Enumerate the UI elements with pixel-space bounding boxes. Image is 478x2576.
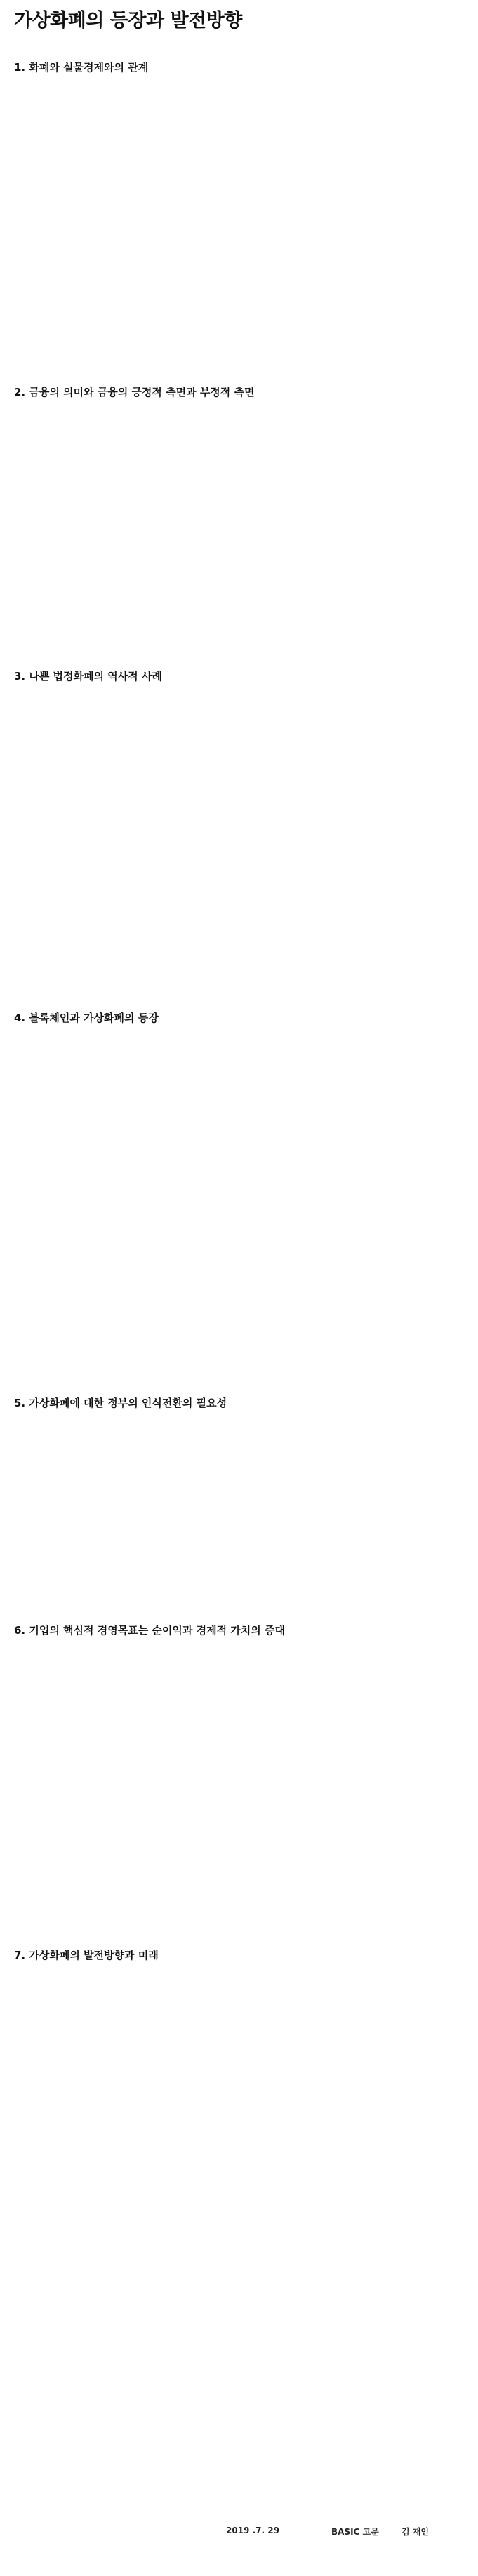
section-paragraph (14, 83, 464, 253)
footer-date: 2019 .7. 29 (226, 2525, 279, 2535)
section-paragraph (14, 1419, 464, 1615)
section-heading: 2. 금융의 의미와 금융의 긍정적 측면과 부정적 측면 (14, 386, 255, 399)
section-heading: 1. 화폐와 실물경제와의 관계 (14, 61, 149, 74)
section-paragraph (14, 1837, 464, 1940)
section-heading: 4. 블록체인과 가상화폐의 등장 (14, 1012, 159, 1025)
footer-organization: BASIC 고문 (331, 2527, 379, 2537)
section-paragraph (14, 1971, 464, 2295)
section-6 (14, 1623, 464, 1940)
section-paragraph (14, 1034, 464, 1388)
section-7 (14, 1948, 464, 2416)
document-title: 가상화폐의 등장과 발전방향 (14, 10, 242, 32)
section-paragraph (14, 2304, 464, 2416)
section-5 (14, 1396, 464, 1615)
section-heading: 3. 나쁜 법정화폐의 역사적 사례 (14, 670, 162, 683)
section-4 (14, 1011, 464, 1388)
section-heading: 6. 기업의 핵심적 경영목표는 순이익과 경제적 가치의 증대 (14, 1624, 285, 1637)
section-paragraph (14, 1646, 464, 1829)
section-1 (14, 60, 464, 377)
section-2 (14, 385, 464, 661)
section-paragraph (14, 692, 464, 1002)
section-paragraph (14, 408, 464, 661)
section-heading: 5. 가상화폐에 대한 정부의 인식전환의 필요성 (14, 1397, 227, 1410)
section-heading: 7. 가상화폐의 발전방향과 미래 (14, 1949, 159, 1962)
section-paragraph (14, 261, 464, 377)
footer-author: 김 재인 (401, 2527, 429, 2537)
section-3 (14, 669, 464, 1002)
